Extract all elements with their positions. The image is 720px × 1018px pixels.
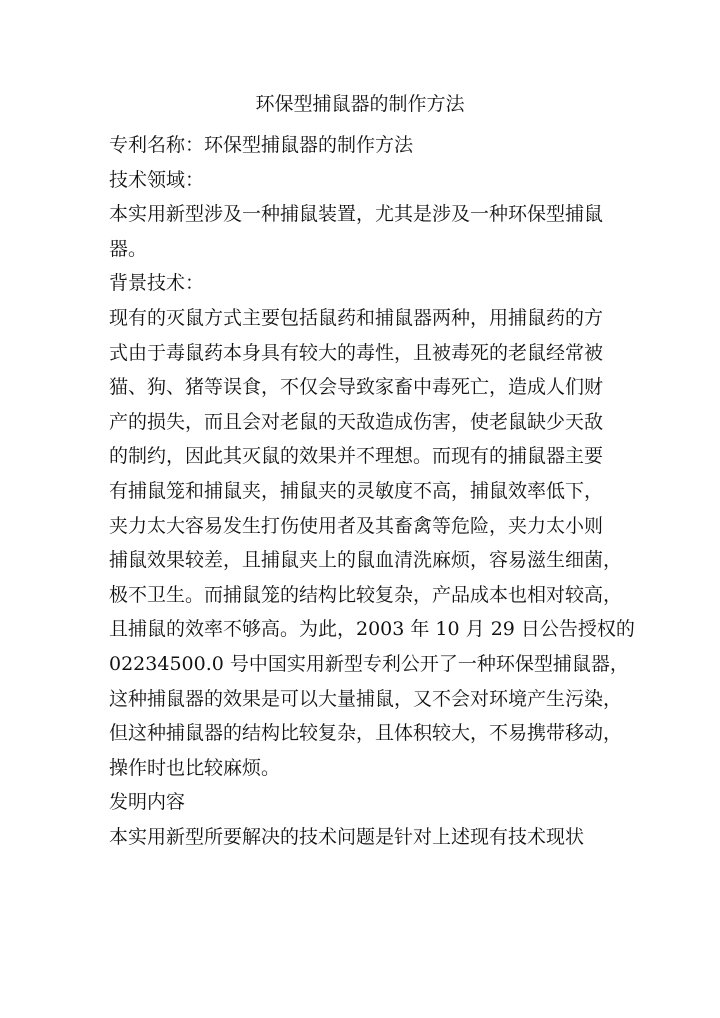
paragraph-line: 操作时也比较麻烦。 xyxy=(109,756,281,779)
paragraph-line: 产的损失，而且会对老鼠的天敌造成伤害，使老鼠缺少天敌 xyxy=(109,410,604,433)
paragraph-line: 02234500.0 号中国实用新型专利公开了一种环保型捕鼠器， xyxy=(109,652,629,675)
paragraph-line: 但这种捕鼠器的结构比较复杂，且体积较大，不易携带移动， xyxy=(109,722,623,745)
paragraph-line: 夹力太大容易发生打伤使用者及其畜禽等危险，夹力太小则 xyxy=(109,514,604,537)
paragraph-line: 捕鼠效果较差，且捕鼠夹上的鼠血清洗麻烦，容易滋生细菌， xyxy=(109,549,623,572)
section-heading-invention-content: 发明内容 xyxy=(109,791,186,814)
paragraph-line: 极不卫生。而捕鼠笼的结构比较复杂，产品成本也相对较高， xyxy=(109,583,623,606)
paragraph-line: 本实用新型所要解决的技术问题是针对上述现有技术现状 xyxy=(109,825,585,848)
document-body xyxy=(109,128,635,854)
paragraph-line: 有捕鼠笼和捕鼠夹，捕鼠夹的灵敏度不高，捕鼠效率低下， xyxy=(109,479,604,502)
paragraph-line: 的制约，因此其灭鼠的效果并不理想。而现有的捕鼠器主要 xyxy=(109,445,604,468)
paragraph-line: 式由于毒鼠药本身具有较大的毒性，且被毒死的老鼠经常被 xyxy=(109,341,604,364)
paragraph-line: 现有的灭鼠方式主要包括鼠药和捕鼠器两种，用捕鼠药的方 xyxy=(109,306,604,329)
section-heading-background: 背景技术： xyxy=(109,272,205,295)
patent-name-line: 专利名称：环保型捕鼠器的制作方法 xyxy=(109,134,414,156)
paragraph-line: 器。 xyxy=(109,237,148,260)
paragraph-line: 猫、狗、猪等误食，不仅会导致家畜中毒死亡，造成人们财 xyxy=(109,376,604,399)
paragraph-line: 且捕鼠的效率不够高。为此，2003 年 10 月 29 日公告授权的 xyxy=(109,618,635,641)
page-title: 环保型捕鼠器的制作方法 xyxy=(255,93,465,115)
paragraph-line: 这种捕鼠器的效果是可以大量捕鼠，又不会对环境产生污染， xyxy=(109,687,623,710)
section-heading-technical-field: 技术领域： xyxy=(109,168,205,191)
paragraph-line: 本实用新型涉及一种捕鼠装置，尤其是涉及一种环保型捕鼠 xyxy=(109,203,604,226)
